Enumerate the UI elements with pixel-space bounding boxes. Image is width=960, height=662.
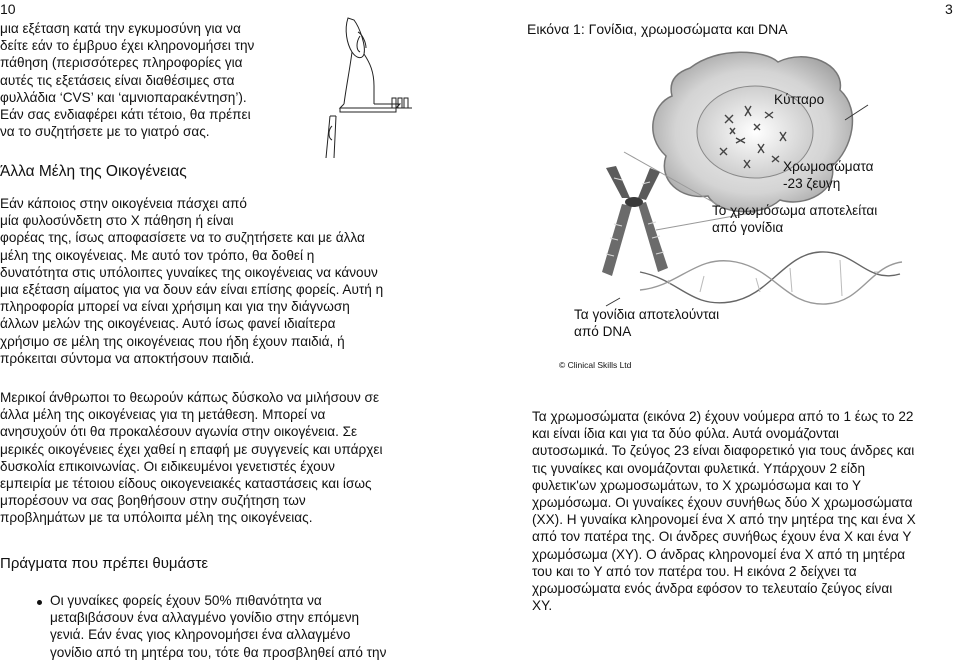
text-line: από τον πατέρα της. Οι άνδρες συνήθως έχουν ένα Χ και ένα Υ: [532, 529, 912, 545]
figure-copyright: © Clinical Skills Ltd: [559, 360, 632, 370]
text-line: τις γυναίκες και ονομάζονται φυλετικά. Υπάρχουν 2 είδη: [532, 460, 865, 476]
text-line: δυσκολία επικοινωνίας. Οι ειδικευμένοι γενετιστές έχουν: [0, 458, 335, 474]
label-chromosome-made-of-genes: Το χρωμόσωμα αποτελείται: [712, 203, 878, 218]
text-line: φυλετικ'ων χρωμοσωμάτων, το Χ χρωμόσωμα και το Υ: [532, 477, 862, 493]
section-heading-remember: Πράγματα που πρέπει θυμάστε: [0, 555, 209, 572]
text-line: αυτές τις εξετάσεις είναι διαθέσιμες στα: [0, 72, 235, 88]
text-line: άλλα μέλη της οικογένειας για τη μετάθεση. Μπορεί να: [0, 407, 326, 423]
text-line: γενιά. Εάν ένας γιος κληρονομήσει ένα αλλαγμένο: [50, 627, 351, 643]
other-members-paragraph: [0, 195, 383, 367]
text-line: ΧΥ.: [532, 598, 553, 614]
figure-title: Εικόνα 1: Γονίδια, χρωμοσώματα και DNA: [527, 21, 788, 37]
text-line: του και το Υ από τον πατέρα του. Η εικόνα 2 δείχνει τα: [532, 563, 857, 579]
text-line: Οι γυναίκες φορείς έχουν 50% πιθανότητα να: [50, 593, 322, 608]
text-line: πρόκειται σύντομα να αποκτήσουν παιδιά.: [0, 350, 255, 366]
text-line: (ΧΧ). Η γυναίκα κληρονομεί ένα Χ από την μητέρα της και ένα Χ: [532, 512, 916, 528]
label-from-genes: από γονίδια: [712, 220, 784, 235]
section-heading-other-members: Άλλα Μέλη της Οικογένειας: [0, 163, 187, 180]
text-line: φορέας της, ίσως αποφασίσετε να το συζητήσετε και με άλλα: [0, 230, 365, 246]
text-line: ανησυχούν ότι θα προκαλέσουν αγωνία στην οικογένεια. Σε: [0, 424, 358, 440]
label-cell: Κύτταρο: [774, 92, 825, 107]
text-line: μία φυλοσύνδετη στο Χ πάθηση ή είναι: [0, 213, 234, 229]
text-line: πληροφορία μπορεί να είναι χρήσιμη και για την διάγνωση: [0, 299, 350, 315]
text-line: χρήσιμο σε μέλη της οικογένειας που ήδη έχουν παιδιά, ή: [0, 333, 345, 349]
text-line: χρωμόσωμα. Οι γυναίκες έχουν συνήθως δύο Χ χρωμοσώματα: [532, 495, 913, 511]
difficulty-paragraph: [0, 389, 382, 527]
text-line: προβλημάτων με τα υπόλοιπα μέλη της οικογένειας.: [0, 510, 313, 526]
text-line: μέλη της οικογένειας. Με αυτό τον τρόπο, θα δοθεί η: [0, 247, 315, 263]
page-number-left: 10: [0, 1, 16, 17]
text-line: πάθηση (περισσότερες πληροφορίες για: [0, 55, 243, 71]
text-line: Τα χρωμοσώματα (εικόνα 2) έχουν νούμερα από το 1 έως το 22: [532, 409, 914, 424]
text-line: γονίδιο από τη μητέρα του, τότε θα προσβληθεί από την: [50, 644, 387, 660]
chromosomes-paragraph: [532, 408, 916, 614]
text-line: Εάν κάποιος στην οικογένεια πάσχει από: [0, 196, 247, 211]
text-line: χρωμοσώματα ενός άνδρα εφόσον το τελευταίο ζεύγος είναι: [532, 581, 893, 597]
remember-bullet-item: [50, 592, 386, 661]
text-line: φυλλάδια ‘CVS’ και ‘αμνιοπαρακέντηση’).: [0, 89, 247, 105]
page-number-right: 3: [945, 1, 953, 17]
intro-paragraph: [0, 20, 254, 140]
text-line: χρωμόσωμα (ΧΥ). Ο άνδρας κληρονομεί ένα Χ από τη μητέρα: [532, 546, 906, 562]
bullet-icon: [37, 600, 42, 605]
text-line: μεταβιβάσουν ένα αλλαγμένο γονίδιο στην επόμενη: [50, 610, 360, 626]
label-genes-made-of-dna: Τα γονίδια αποτελούνται: [574, 307, 720, 322]
x-chromosome: [602, 166, 668, 276]
text-line: εμπειρία με τέτοιου είδους οικογενειακές καταστάσεις και ίσως: [0, 476, 372, 492]
text-line: μια εξέταση αίματος για να δουν εάν είναι επίσης φορείς. Αυτή η: [0, 282, 384, 298]
label-from-dna: από DNA: [574, 324, 632, 339]
text-line: να το συζητήσετε με το γιατρό σας.: [0, 124, 210, 140]
text-line: Μερικοί άνθρωποι το θεωρούν κάπως δύσκολο να μιλήσουν σε: [0, 390, 380, 405]
label-chromosomes: Χρωμοσώματα: [783, 159, 874, 174]
text-line: μπορέσουν να σας βοηθήσουν στην συζήτηση των: [0, 493, 306, 509]
text-line: Εάν σας ενδιαφέρει κάτι τέτοιο, θα πρέπει: [0, 107, 251, 123]
text-line: δείτε εάν το έμβρυο έχει κληρονομήσει την: [0, 38, 255, 54]
text-line: αυτοσωμικά. Το ζεύγος 23 είναι διαφορετικό για τους άνδρες και: [532, 443, 915, 459]
text-line: μια εξέταση κατά την εγκυμοσύνη για να: [0, 21, 241, 36]
dna-helix: [640, 252, 902, 304]
text-line: μερικές οικογένειες έχει χαθεί η επαφή με συγγενείς και υπάρχει: [0, 441, 383, 457]
text-line: δυνατότητα στις υπόλοιπες γυναίκες της οικογένειας να κάνουν: [0, 264, 378, 280]
laboratory-illustration: [300, 8, 418, 158]
text-line: άλλων μελών της οικογένειας. Αυτό ίσως φανεί ιδιαίτερα: [0, 316, 336, 332]
label-chromosome-pairs: -23 ζευγη: [783, 176, 841, 191]
text-line: και είναι ίδια και για τα δύο φύλα. Αυτά ονομάζονται: [532, 426, 839, 442]
